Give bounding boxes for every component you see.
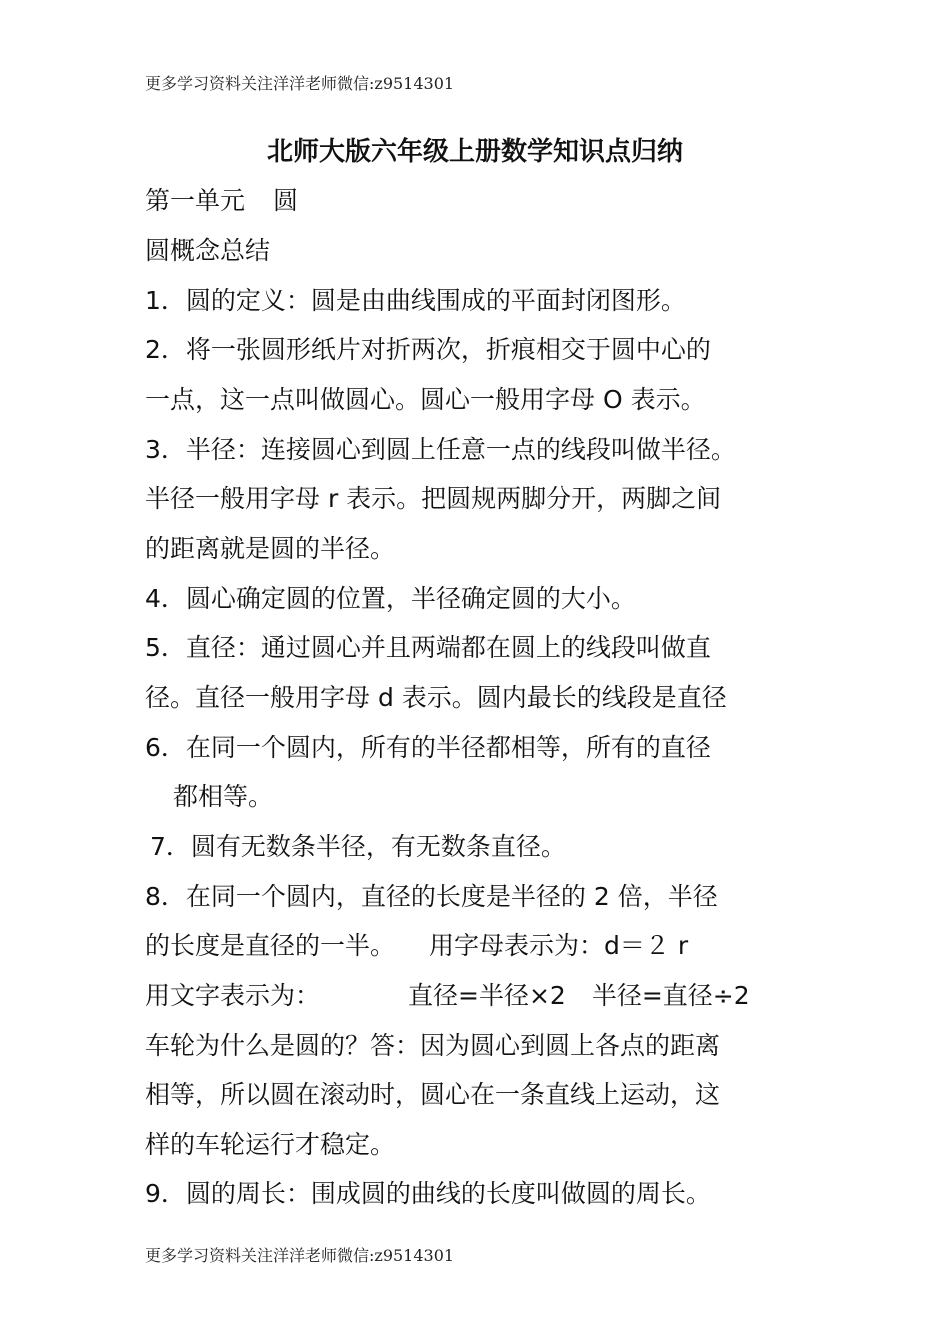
text-line-6: 的距离就是圆的半径。 (145, 534, 396, 563)
letter-formula: 用字母表示为：d＝２ r (429, 931, 689, 960)
word-formula-radius: 半径=直径÷2 (591, 981, 750, 1010)
text-line-1: 1．圆的定义：圆是由曲线围成的平面封闭图形。 (145, 286, 686, 315)
text-line-13: 8．在同一个圆内，直径的长度是半径的 2 倍，半径 (145, 882, 718, 911)
text-line-16: 车轮为什么是圆的？答：因为圆心到圆上各点的距离 (145, 1031, 721, 1060)
unit-label: 第一单元 (145, 186, 246, 215)
text-line-8: 5．直径：通过圆心并且两端都在圆上的线段叫做直 (145, 633, 711, 662)
text-line-19: 9．圆的周长：围成圆的曲线的长度叫做圆的周长。 (145, 1179, 711, 1208)
text-line-15 (145, 979, 750, 1013)
unit-heading (145, 184, 298, 218)
text-line-2: 2．将一张圆形纸片对折两次，折痕相交于圆中心的 (145, 335, 711, 364)
page-footer: 更多学习资料关注洋洋老师微信:z9514301 (145, 1246, 455, 1265)
document-title: 北师大版六年级上册数学知识点归纳 (266, 137, 683, 167)
text-line-11: 都相等。 (173, 782, 274, 811)
unit-name: 圆 (273, 186, 299, 215)
text-line-4: 3．半径：连接圆心到圆上任意一点的线段叫做半径。 (145, 435, 736, 464)
word-formula-diameter: 直径=半径×2 (408, 981, 566, 1010)
text-line-3: 一点，这一点叫做圆心。圆心一般用字母 O 表示。 (145, 385, 706, 414)
text-line-5: 半径一般用字母 r 表示。把圆规两脚分开，两脚之间 (145, 484, 722, 513)
text-line-7: 4．圆心确定圆的位置，半径确定圆的大小。 (145, 584, 636, 613)
section-heading: 圆概念总结 (145, 236, 271, 265)
text-line-12: 7．圆有无数条半径，有无数条直径。 (150, 832, 566, 861)
text-line-15-a: 用文字表示为： (145, 981, 321, 1010)
page-header: 更多学习资料关注洋洋老师微信:z9514301 (145, 74, 455, 93)
text-line-17: 相等，所以圆在滚动时，圆心在一条直线上运动，这 (145, 1080, 721, 1109)
text-line-18: 样的车轮运行才稳定。 (145, 1130, 396, 1159)
text-line-14-a: 的长度是直径的一半。 (145, 931, 396, 960)
text-line-9: 径。直径一般用字母 d 表示。圆内最长的线段是直径 (145, 683, 727, 712)
text-line-10: 6．在同一个圆内，所有的半径都相等，所有的直径 (145, 733, 711, 762)
text-line-14 (145, 929, 688, 963)
